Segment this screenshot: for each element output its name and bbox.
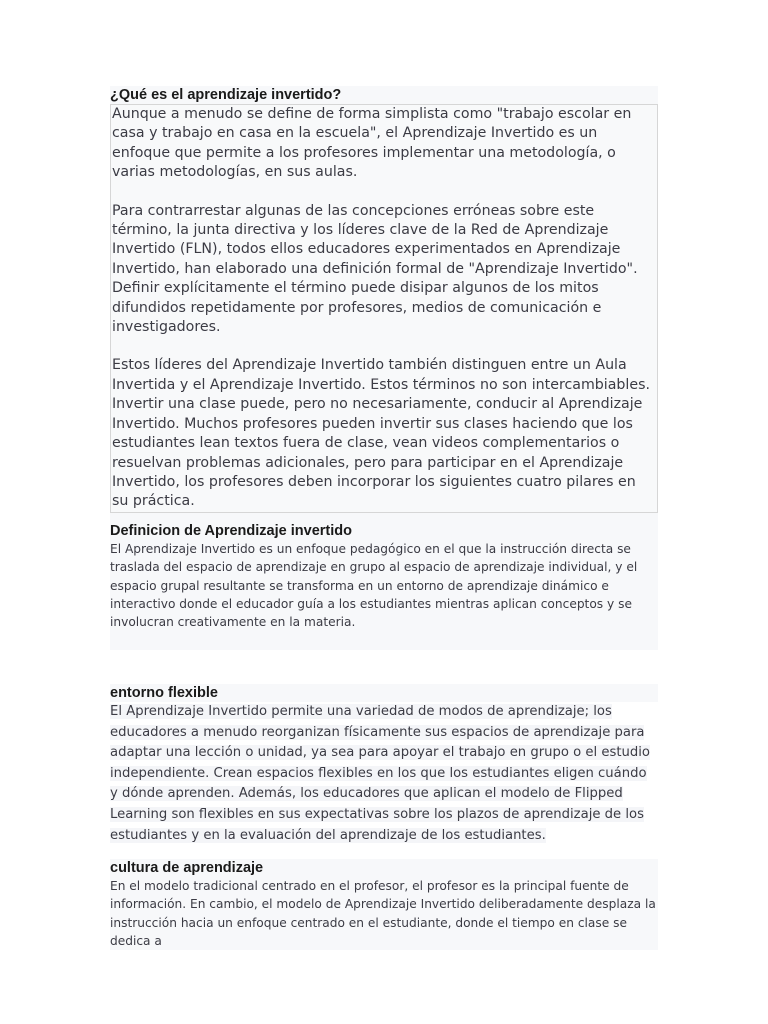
paragraph: Para contrarrestar algunas de las concepciones erróneas sobre este término, la junta directiva y los líderes clave de la Red de Aprendizaje Invertido (FLN), todos ellos educadores experimentados en Aprendizaje Invertido, han elaborado una definición formal de "Aprendizaje Invertido". Definir explícitamente el término puede disipar algunos de los mitos difundidos repetidamente por profesores, medios de comunicación e investigadores. xyxy=(112,202,638,336)
section-title: cultura de aprendizaje xyxy=(110,859,658,877)
section-body xyxy=(110,702,658,846)
section-entorno-flexible xyxy=(110,684,658,846)
section-body xyxy=(110,540,658,650)
paragraph xyxy=(110,702,658,846)
section-body-box xyxy=(110,104,658,513)
section-cultura xyxy=(110,859,658,948)
section-body xyxy=(110,877,658,950)
paragraph: El Aprendizaje Invertido es un enfoque pedagógico en el que la instrucción directa se traslada del espacio de aprendizaje en grupo al espacio de aprendizaje individual, y el espacio grupal resultante se transforma en un entorno de aprendizaje dinámico e interactivo donde el educador guía a los estudiantes mientras aplican conceptos y se involucran creativamente en la materia. xyxy=(110,542,638,630)
paragraph: En el modelo tradicional centrado en el profesor, el profesor es la principal fuente de información. En cambio, el modelo de Aprendizaje Invertido deliberadamente desplaza la instrucción hacia un enfoque centrado en el estudiante, donde el tiempo en clase se dedica a xyxy=(110,879,656,948)
section-definicion xyxy=(110,522,658,650)
section-que-es xyxy=(110,86,658,529)
section-title: Definicion de Aprendizaje invertido xyxy=(110,522,658,540)
paragraph: Estos líderes del Aprendizaje Invertido también distinguen entre un Aula Invertida y el Aprendizaje Invertido. Estos términos no son intercambiables. Invertir una clase puede, pero no necesariamente, conducir al Aprendizaje Invertido. Muchos profesores pueden invertir sus clases haciendo que los estudiantes lean textos fuera de clase, vean videos complementarios o resuelvan problemas adicionales, pero para participar en el Aprendizaje Invertido, los profesores deben incorporar los siguientes cuatro pilares en su práctica. xyxy=(112,357,650,510)
paragraph: Aunque a menudo se define de forma simplista como "trabajo escolar en casa y trabajo en casa en la escuela", el Aprendizaje Invertido es un enfoque que permite a los profesores implementar una metodología, o varias metodologías, en sus aulas. xyxy=(112,106,632,181)
paragraph-text: El Aprendizaje Invertido permite una variedad de modos de aprendizaje; los educadores a menudo reorganizan físicamente sus espacios de aprendizaje para adaptar una lección o unidad, ya sea para apoyar el trabajo en grupo o el estudio independiente. Crean espacios flexibles en los que los estudiantes eligen cuándo y dónde aprenden. Además, los educadores que aplican el modelo de Flipped Learning son flexibles en sus expectativas sobre los plazos de aprendizaje de los estudiantes y en la evaluación del aprendizaje de los estudiantes. xyxy=(110,704,650,843)
section-title: entorno flexible xyxy=(110,684,658,702)
section-title: ¿Qué es el aprendizaje invertido? xyxy=(110,86,658,104)
